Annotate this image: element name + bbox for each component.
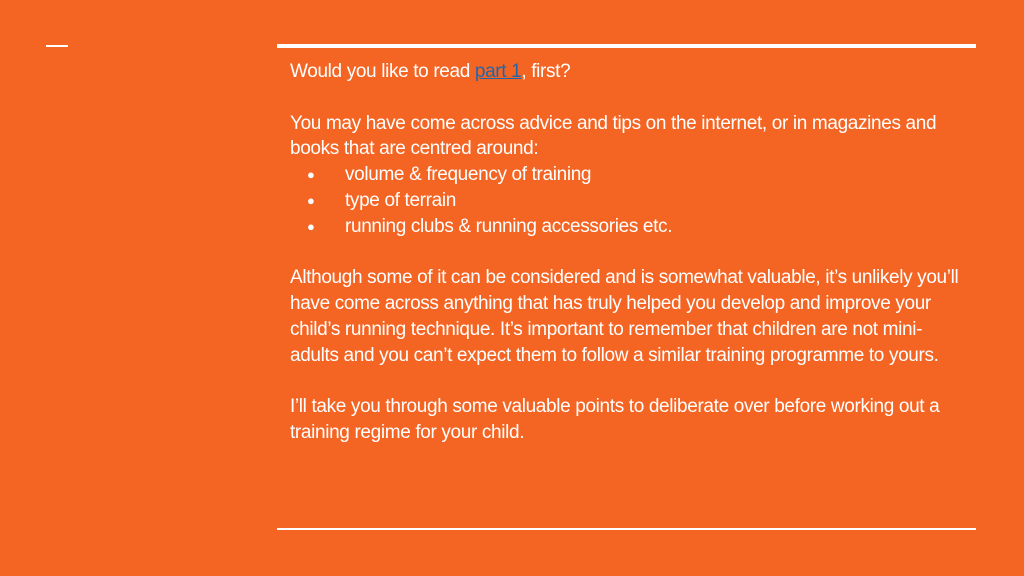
bullet-icon: ● [307,218,315,234]
intro-text-before: Would you like to read [290,61,475,82]
slide-body [290,59,970,446]
bullet-icon: ● [307,167,315,183]
advice-bullet-list [290,162,970,239]
list-item [290,214,970,240]
bullet-icon: ● [307,192,315,208]
list-item [290,188,970,214]
list-item-text: running clubs & running accessories etc. [345,215,673,237]
paragraph-technique: Although some of it can be considered and is somewhat valuable, it’s unlikely you’ll have come across anything that has truly helped you develop and improve your child’s running technique. It’s important to remember that children are not mini-adults and you can’t expect them to follow a similar training programme to yours. [290,267,959,366]
list-item [290,162,970,188]
intro-line [290,59,970,85]
top-divider [277,44,976,48]
spacer [290,369,970,395]
paragraph-conclusion: I’ll take you through some valuable points to deliberate over before working out a training regime for your child. [290,396,940,444]
list-item-text: type of terrain [345,189,456,211]
list-item-text: volume & frequency of training [345,164,592,186]
corner-dash-decoration [46,45,68,47]
bottom-divider [277,528,976,530]
part-1-link[interactable]: part 1 [474,61,522,82]
intro-text-after: , first? [521,61,571,82]
spacer [290,240,970,266]
paragraph-advice: You may have come across advice and tips on the internet, or in magazines and books that are centred around: [290,112,937,160]
spacer [290,85,970,111]
